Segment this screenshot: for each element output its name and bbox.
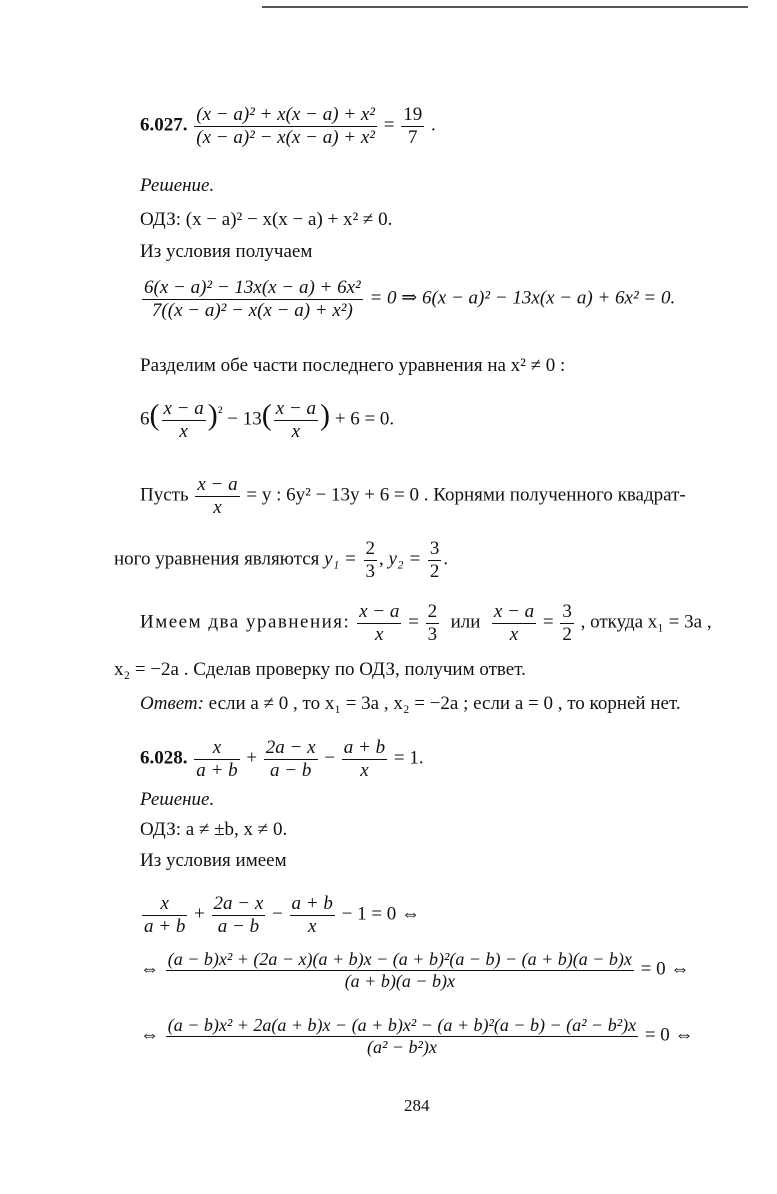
plus-sign: + <box>246 747 258 769</box>
p28-f2-denominator: a − b <box>270 759 312 781</box>
eq1-rhs-denominator: 3 <box>427 623 438 645</box>
y2-label: y₂ = <box>388 548 422 570</box>
two-equations-text: Имеем два уравнения: <box>140 611 351 633</box>
minus-sign: − <box>324 747 336 769</box>
sub-end: + 6 = 0. <box>334 408 395 430</box>
s1-fraction-2 <box>212 893 266 938</box>
roots-text: ного уравнения являются <box>114 548 320 570</box>
s2-fraction <box>166 949 634 991</box>
y1-fraction <box>364 538 378 583</box>
y2-numerator: 3 <box>429 538 440 559</box>
let-line <box>140 474 686 519</box>
y1-label: y₁ = <box>324 548 357 570</box>
eq2-rhs-denominator: 2 <box>562 623 572 645</box>
big-denominator: 7((x − a)² − x(x − a) + x²) <box>151 299 353 321</box>
y2-denominator: 2 <box>429 560 440 582</box>
s1-fraction-3 <box>290 893 335 938</box>
page-number: 284 <box>404 1096 430 1115</box>
big-fraction-line <box>140 277 675 322</box>
big-fraction <box>142 277 363 322</box>
eq2-numerator: x − a <box>493 601 535 622</box>
or-word: или <box>450 611 481 633</box>
eq1-numerator: x − a <box>359 601 400 622</box>
problem-number: 6.028. <box>140 747 188 769</box>
s1-f1-numerator: x <box>142 893 187 916</box>
lhs-denominator: (x − a)² − x(x − a) + x² <box>196 126 375 148</box>
sub-coefficient: 6 <box>140 408 150 430</box>
y1-denominator: 3 <box>365 560 376 582</box>
eq2-lhs-fraction <box>492 601 536 646</box>
sub-num-2: x − a <box>275 398 316 419</box>
lhs-numerator: (x − a)² + x(x − a) + x² <box>196 104 375 125</box>
problem-6028-statement <box>140 737 424 782</box>
y1-numerator: 2 <box>365 538 376 559</box>
lhs-fraction <box>194 104 377 149</box>
s3-numerator: (a − b)x² + 2a(a + b)x − (a + b)x² − (a + b)²(a − b) − (a² − b²)x <box>167 1015 637 1035</box>
s1-f3-numerator: a + b <box>291 893 333 914</box>
divide-line: Разделим обе части последнего уравнения на x² ≠ 0 : <box>140 355 566 376</box>
two-equations-line <box>140 601 712 646</box>
let-denominator: x <box>213 496 222 518</box>
p28-f1-denominator: a + b <box>196 759 238 781</box>
s2-rest: = 0 ⇔ <box>640 958 690 980</box>
answer-label: Ответ: <box>140 693 204 714</box>
s3-rest: = 0 ⇔ <box>644 1024 694 1046</box>
iff-sign: ⇔ <box>140 1024 159 1046</box>
p28-rhs: = 1. <box>393 747 424 769</box>
comma: , <box>379 548 384 570</box>
roots-line <box>114 538 448 583</box>
big-rhs: = 0 ⇒ 6(x − a)² − 13x(x − a) + 6x² = 0. <box>369 287 676 309</box>
top-rule <box>262 6 748 8</box>
solution-label: Решение. <box>140 789 215 810</box>
p28-f3-denominator: x <box>360 759 369 781</box>
step-3-line <box>140 1015 694 1057</box>
odz-line: ОДЗ: a ≠ ±b, x ≠ 0. <box>140 819 288 840</box>
sub-num-1: x − a <box>163 398 204 419</box>
eq1-lhs-fraction <box>357 601 401 646</box>
odz-line: ОДЗ: (x − a)² − x(x − a) + x² ≠ 0. <box>140 209 393 230</box>
s2-numerator: (a − b)x² + (2a − x)(a + b)x − (a + b)²(a − b) − (a + b)(a − b)x <box>167 949 632 969</box>
sub-fraction-1 <box>162 398 206 443</box>
let-rest: = y : 6y² − 13y + 6 = 0 . Корнями полученного квадрат- <box>246 484 686 506</box>
period: . <box>443 548 449 570</box>
rhs-fraction <box>401 104 424 149</box>
whence-text: , откуда x₁ = 3a , <box>580 611 712 633</box>
s2-denominator: (a + b)(a − b)x <box>344 970 455 991</box>
s3-denominator: (a² − b²)x <box>366 1036 437 1057</box>
answer-line <box>140 693 681 715</box>
p28-f2-numerator: 2a − x <box>265 737 316 758</box>
p28-fraction-1 <box>194 737 239 782</box>
minus-sign: − <box>272 903 283 925</box>
square-mark: ² <box>217 404 223 422</box>
substitution-line: 6( $\frac{x - a}{x}$ )$^{^2}$ − 13( $\frac{x - a}{x}$ ) + 6 = 0. <box>140 398 395 442</box>
equals-sign: = <box>383 114 395 136</box>
eq1-rhs-numerator: 2 <box>427 601 438 622</box>
problem-6027-statement <box>140 104 436 149</box>
s1-rest: − 1 = 0 ⇔ <box>341 903 421 925</box>
period: . <box>430 114 436 136</box>
let-word: Пусть <box>140 484 189 506</box>
rhs-numerator: 19 <box>403 104 423 125</box>
s1-f2-numerator: 2a − x <box>213 893 264 914</box>
eq2-denominator: x <box>509 623 519 645</box>
s1-f3-denominator: x <box>307 915 317 937</box>
iff-sign: ⇔ <box>140 958 159 980</box>
answer-text: если a ≠ 0 , то x₁ = 3a , x₂ = −2a ; если a = 0 , то корней нет. <box>208 693 681 714</box>
let-numerator: x − a <box>197 474 238 495</box>
step-2-line <box>140 949 689 991</box>
p28-fraction-2 <box>264 737 318 782</box>
s1-f2-denominator: a − b <box>217 915 260 937</box>
s1-fraction-1 <box>142 893 187 938</box>
rhs-denominator: 7 <box>407 126 418 148</box>
eq2-rhs-fraction <box>560 601 574 646</box>
p28-fraction-3 <box>342 737 387 782</box>
sub-den-1: x <box>179 420 188 442</box>
p28-f3-numerator: a + b <box>343 737 386 758</box>
eq1-rhs-fraction <box>426 601 440 646</box>
x2-line: x₂ = −2a . Сделав проверку по ОДЗ, получим ответ. <box>114 659 526 680</box>
plus-sign: + <box>194 903 205 925</box>
s3-fraction <box>166 1015 638 1057</box>
y2-fraction <box>428 538 442 583</box>
from-condition-line: Из условия имеем <box>140 850 287 871</box>
from-condition-line: Из условия получаем <box>140 241 313 262</box>
equals-sign: = <box>408 611 419 633</box>
problem-number: 6.027. <box>140 114 188 136</box>
s1-f1-denominator: a + b <box>144 915 186 937</box>
big-numerator: 6(x − a)² − 13x(x − a) + 6x² <box>144 277 361 298</box>
let-fraction <box>195 474 239 519</box>
sub-middle: − 13 <box>227 408 262 430</box>
solution-label: Решение. <box>140 175 215 196</box>
step-1-line <box>140 893 420 938</box>
equals-sign: = <box>542 611 554 633</box>
eq2-rhs-numerator: 3 <box>562 601 572 622</box>
sub-den-2: x <box>291 420 301 442</box>
p28-f1-numerator: x <box>194 737 239 760</box>
eq1-denominator: x <box>374 623 384 645</box>
sub-fraction-2 <box>274 398 318 443</box>
